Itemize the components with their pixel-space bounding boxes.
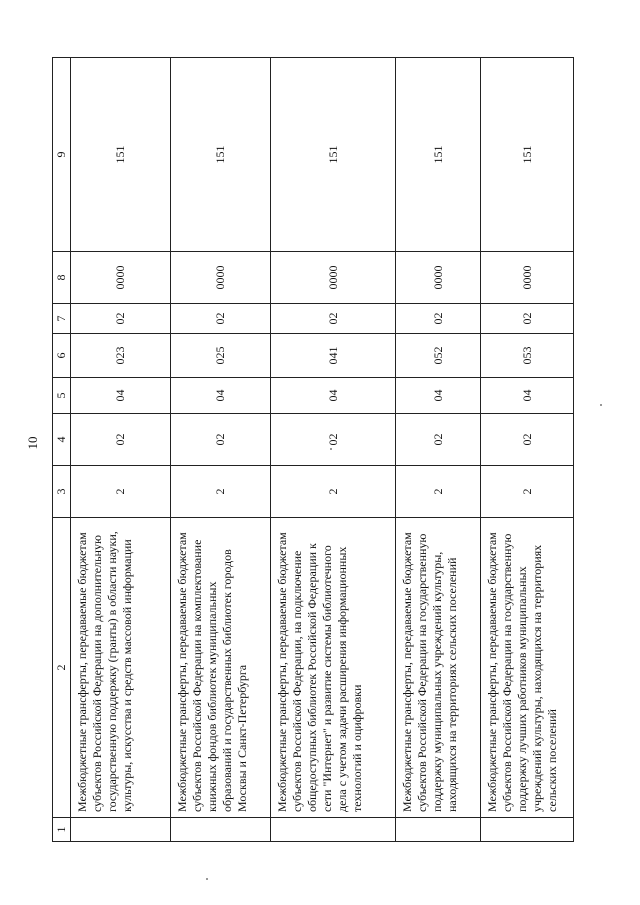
cell-col-8: 0000 (481, 252, 574, 304)
cell-col-9: 151 (271, 58, 396, 252)
cell-col-6: 053 (481, 334, 574, 378)
cell-col-9: 151 (481, 58, 574, 252)
cell-col-1 (71, 818, 171, 842)
cell-col-8: 0000 (396, 252, 481, 304)
cell-col-3: 2 (481, 466, 574, 518)
cell-col-1 (481, 818, 574, 842)
cell-col-8: 0000 (271, 252, 396, 304)
header-col-2: 2 (53, 518, 71, 818)
table-row (481, 58, 574, 842)
cell-col-3: 2 (396, 466, 481, 518)
header-col-5: 5 (53, 378, 71, 414)
cell-col-4: 02 (481, 414, 574, 466)
header-col-4: 4 (53, 414, 71, 466)
cell-col-6: 041 (271, 334, 396, 378)
cell-col-7: 02 (481, 304, 574, 334)
cell-col-6: 052 (396, 334, 481, 378)
page-number: 10 (25, 436, 40, 450)
cell-col-9: 151 (171, 58, 271, 252)
cell-description: Межбюджетные трансферты, передаваемые бюджетам субъектов Российской Федерации, на подключение общедоступных библиотек Российской Федерации к сети "Интернет" и развитие системы библиотечного дела с учетом задачи расширения информационных технологий и оцифровки (271, 518, 396, 818)
cell-col-7: 02 (271, 304, 396, 334)
cell-col-3: 2 (71, 466, 171, 518)
cell-description: Межбюджетные трансферты, передаваемые бюджетам субъектов Российской Федерации на дополнительную государственную поддержку (гранты) в области науки, культуры, искусства и средств массовой информации (71, 518, 171, 818)
cell-col-5: 04 (481, 378, 574, 414)
cell-col-6: 025 (171, 334, 271, 378)
cell-col-8: 0000 (171, 252, 271, 304)
budget-classification-table (52, 57, 574, 842)
header-col-6: 6 (53, 334, 71, 378)
cell-col-1 (171, 818, 271, 842)
cell-description: Межбюджетные трансферты, передаваемые бюджетам субъектов Российской Федерации на государственную поддержку лучших работников муниципальных учреждений культуры, находящихся на территориях сельских поселений (481, 518, 574, 818)
cell-description: Межбюджетные трансферты, передаваемые бюджетам субъектов Российской Федерации на государственную поддержку муниципальных учреждений культуры, находящихся на территориях сельских поселений (396, 518, 481, 818)
header-col-8: 8 (53, 252, 71, 304)
cell-col-3: 2 (271, 466, 396, 518)
cell-col-4: 02 (171, 414, 271, 466)
header-col-1: 1 (53, 818, 71, 842)
header-row (53, 58, 71, 842)
cell-col-5: 04 (271, 378, 396, 414)
scan-speck (330, 448, 332, 450)
rotated-table-wrapper (52, 58, 572, 842)
header-col-9: 9 (53, 58, 71, 252)
cell-col-9: 151 (71, 58, 171, 252)
cell-col-7: 02 (171, 304, 271, 334)
cell-col-7: 02 (71, 304, 171, 334)
cell-col-6: 023 (71, 334, 171, 378)
header-col-3: 3 (53, 466, 71, 518)
table-row (71, 58, 171, 842)
cell-col-9: 151 (396, 58, 481, 252)
cell-description: Межбюджетные трансферты, передаваемые бюджетам субъектов Российской Федерации на комплектование книжных фондов библиотек муниципальных образований и государственных библиотек городов Москвы и Санкт-Петербурга (171, 518, 271, 818)
cell-col-3: 2 (171, 466, 271, 518)
document-sheet (52, 58, 572, 842)
table-row (271, 58, 396, 842)
cell-col-4: 02 (71, 414, 171, 466)
scan-speck (600, 404, 602, 406)
cell-col-5: 04 (71, 378, 171, 414)
cell-col-4: 02 (396, 414, 481, 466)
cell-col-5: 04 (171, 378, 271, 414)
cell-col-4: 02 (271, 414, 396, 466)
cell-col-8: 0000 (71, 252, 171, 304)
cell-col-1 (271, 818, 396, 842)
cell-col-1 (396, 818, 481, 842)
header-col-7: 7 (53, 304, 71, 334)
table-row (171, 58, 271, 842)
cell-col-5: 04 (396, 378, 481, 414)
table-row (396, 58, 481, 842)
scan-speck (206, 878, 208, 880)
cell-col-7: 02 (396, 304, 481, 334)
